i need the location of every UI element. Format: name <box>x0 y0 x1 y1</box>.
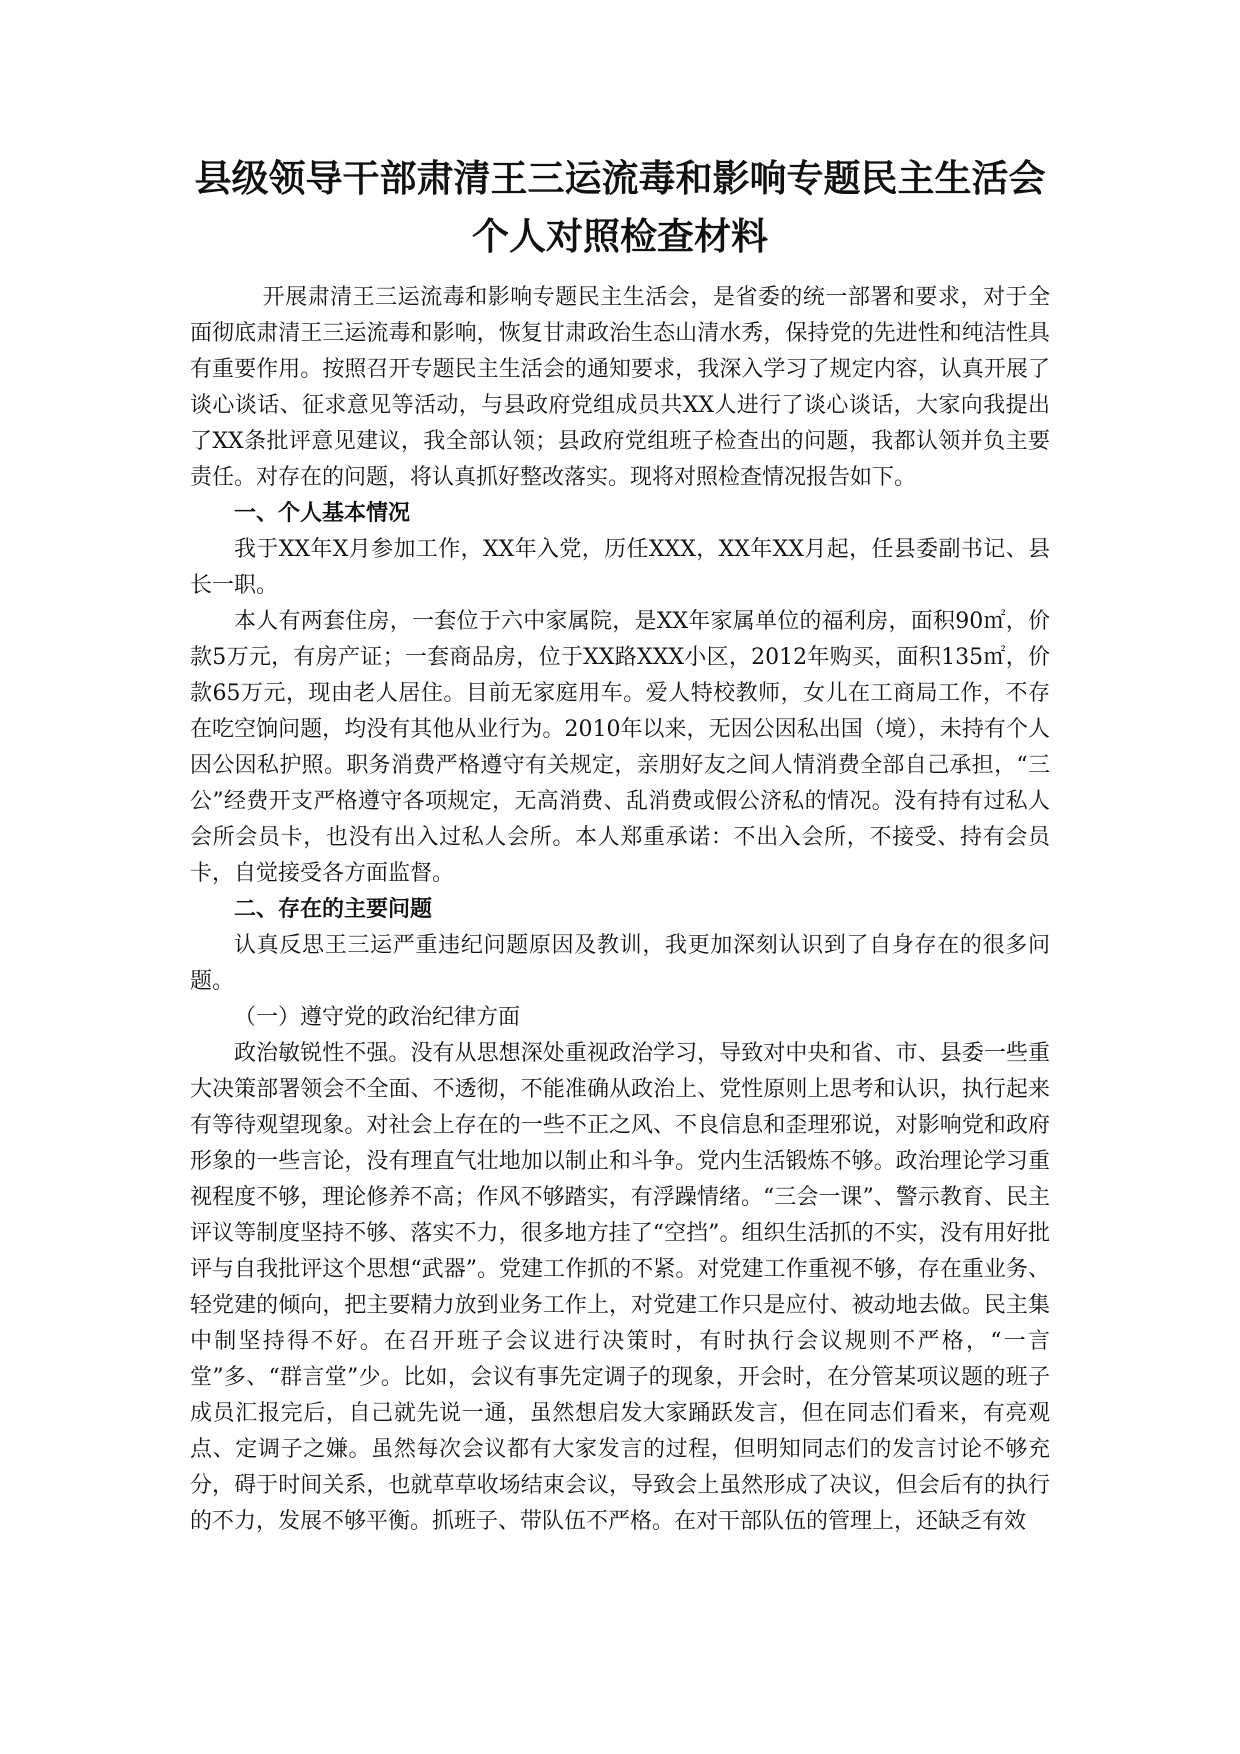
basic-info-paragraph-2: 本人有两套住房，一套位于六中家属院，是XX年家属单位的福利房，面积90㎡，价款5万元，有房产证；一套商品房，位于XX路XXX小区，2012年购买，面积135㎡，价款65万元，现由老人居住。目前无家庭用车。爱人特校教师，女儿在工商局工作，不存在吃空饷问题，均没有其他从业行为。2010年以来，无因公因私出国（境），未持有个人因公因私护照。职务消费严格遵守有关规定，亲朋好友之间人情消费全部自己承担，“三公”经费开支严格遵守各项规定，无高消费、乱消费或假公济私的情况。没有持有过私人会所会员卡，也没有出入过私人会所。本人郑重承诺：不出入会所，不接受、持有会员卡，自觉接受各方面监督。 <box>190 609 1050 886</box>
intro-paragraph: 开展肃清王三运流毒和影响专题民主生活会，是省委的统一部署和要求，对于全面彻底肃清王三运流毒和影响，恢复甘肃政治生态山清水秀，保持党的先进性和纯洁性具有重要作用。按照召开专题民主生活会的通知要求，我深入学习了规定内容，认真开展了谈心谈话、征求意见等活动，与县政府党组成员共XX人进行了谈心谈话，大家向我提出了XX条批评意见建议，我全部认领；县政府党组班子检查出的问题，我都认领并负主要责任。对存在的问题，将认真抓好整改落实。现将对照检查情况报告如下。 <box>190 285 1050 490</box>
subsection-heading-political-discipline: （一）遵守党的政治纪律方面 <box>234 1005 521 1030</box>
basic-info-paragraph-1: 我于XX年X月参加工作，XX年入党，历任XXX，XX年XX月起，任县委副书记、县长一职。 <box>190 537 1050 598</box>
main-problems-paragraph-1: 认真反思王三运严重违纪问题原因及教训，我更加深刻认识到了自身存在的很多问题。 <box>190 933 1050 994</box>
section-heading-main-problems: 二、存在的主要问题 <box>234 897 433 922</box>
document-title <box>190 150 1050 266</box>
document-body <box>190 280 1050 1540</box>
political-discipline-paragraph: 政治敏锐性不强。没有从思想深处重视政治学习，导致对中央和省、市、县委一些重大决策部署领会不全面、不透彻，不能准确从政治上、党性原则上思考和认识，执行起来有等待观望现象。对社会上存在的一些不正之风、不良信息和歪理邪说，对影响党和政府形象的一些言论，没有理直气壮地加以制止和斗争。党内生活锻炼不够。政治理论学习重视程度不够，理论修养不高；作风不够踏实，有浮躁情绪。“三会一课”、警示教育、民主评议等制度坚持不够、落实不力，很多地方挂了“空挡”。组织生活抓的不实，没有用好批评与自我批评这个思想“武器”。党建工作抓的不紧。对党建工作重视不够，存在重业务、轻党建的倾向，把主要精力放到业务工作上，对党建工作只是应付、被动地去做。民主集中制坚持得不好。在召开班子会议进行决策时，有时执行会议规则不严格，“一言堂”多、“群言堂”少。比如，会议有事先定调子的现象，开会时，在分管某项议题的班子成员汇报完后，自己就先说一通，虽然想启发大家踊跃发言，但在同志们看来，有亮观点、定调子之嫌。虽然每次会议都有大家发言的过程，但明知同志们的发言讨论不够充分，碍于时间关系，也就草草收场结束会议，导致会上虽然形成了决议，但会后有的执行的不力，发展不够平衡。抓班子、带队伍不严格。在对干部队伍的管理上，还缺乏有效 <box>190 1041 1050 1534</box>
title-line-1: 县级领导干部肃清王三运流毒和影响专题民主生活会 <box>194 157 1046 200</box>
title-line-2: 个人对照检查材料 <box>472 215 768 258</box>
section-heading-basic-info: 一、个人基本情况 <box>234 501 411 526</box>
document-page <box>190 150 1050 1540</box>
